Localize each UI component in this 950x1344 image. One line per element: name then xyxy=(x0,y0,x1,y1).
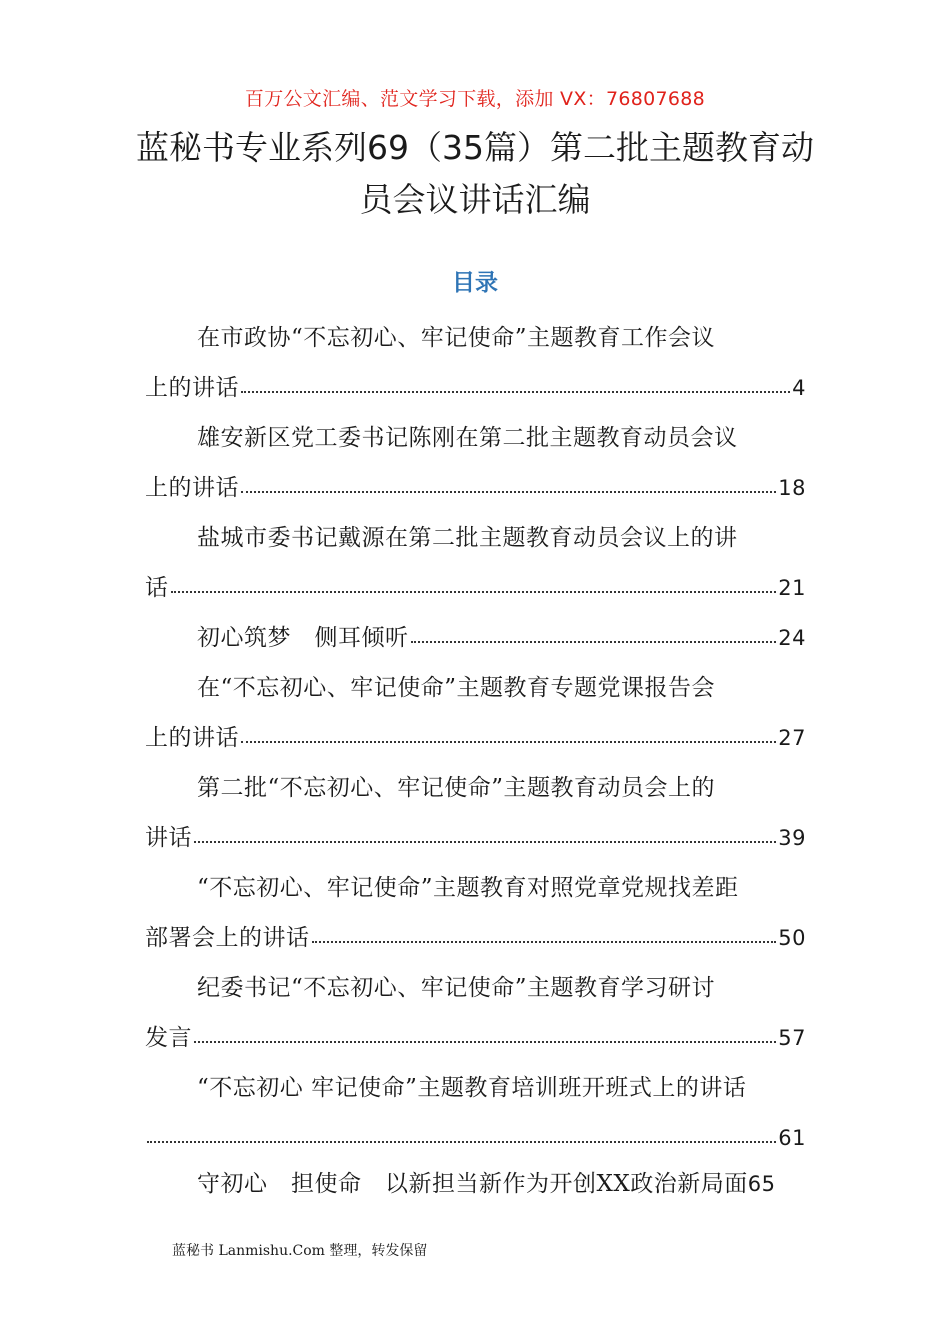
toc-entry-title[interactable]: 在市政协“不忘初心、牢记使命”主题教育工作会议 xyxy=(197,325,716,351)
toc-entry-continuation[interactable] xyxy=(145,470,806,506)
toc-entry-title-end: 上的讲话 xyxy=(145,375,239,401)
toc-entry-continuation[interactable] xyxy=(145,1120,806,1156)
toc-entry-title[interactable]: 纪委书记“不忘初心、牢记使命”主题教育学习研讨 xyxy=(197,975,716,1001)
toc-page-number: 27 xyxy=(778,726,806,750)
toc-heading: 目录 xyxy=(452,270,498,296)
toc-entry[interactable] xyxy=(145,620,806,656)
toc-page-number: 21 xyxy=(778,576,806,600)
toc-entry-title[interactable]: 盐城市委书记戴源在第二批主题教育动员会议上的讲 xyxy=(197,525,738,551)
toc-entry-continuation[interactable] xyxy=(145,370,806,406)
footer-note: 蓝秘书 Lanmishu.Com 整理，转发保留 xyxy=(172,1243,428,1259)
header-banner: 百万公文汇编、范文学习下载，添加 VX：76807688 xyxy=(244,88,706,110)
toc-page-number: 65 xyxy=(747,1172,776,1196)
toc-entry-continuation[interactable] xyxy=(145,1020,806,1056)
toc-entry-title[interactable]: 第二批“不忘初心、牢记使命”主题教育动员会上的 xyxy=(197,775,716,801)
toc-entry-title[interactable]: 在“不忘初心、牢记使命”主题教育专题党课报告会 xyxy=(197,675,716,701)
toc-entry-title-end: 上的讲话 xyxy=(145,725,239,751)
dot-leader xyxy=(194,1041,776,1043)
toc-entry-title[interactable]: “不忘初心、牢记使命”主题教育对照党章党规找差距 xyxy=(197,875,739,901)
toc-entry-title-end: 部署会上的讲话 xyxy=(145,925,310,951)
page-title: 蓝秘书专业系列69（35篇）第二批主题教育动员会议讲话汇编 xyxy=(136,128,814,219)
dot-leader xyxy=(411,641,777,643)
toc-entry-continuation[interactable] xyxy=(145,920,806,956)
toc-page-number: 4 xyxy=(792,376,806,400)
toc-page-number: 39 xyxy=(778,826,806,850)
dot-leader xyxy=(241,491,776,493)
toc-entry-title-end: 发言 xyxy=(145,1025,192,1051)
toc-page-number: 18 xyxy=(778,476,806,500)
dot-leader xyxy=(312,941,777,943)
toc-entry-title: 初心筑梦 侧耳倾听 xyxy=(197,625,409,651)
toc-entry-title[interactable]: “不忘初心 牢记使命”主题教育培训班开班式上的讲话 xyxy=(197,1075,747,1101)
dot-leader xyxy=(194,841,776,843)
toc-entry-continuation[interactable] xyxy=(145,820,806,856)
toc-entry-continuation[interactable] xyxy=(145,570,806,606)
toc-entry-title: 守初心 担使命 以新担当新作为开创XX政治新局面 xyxy=(197,1171,748,1197)
toc-entry-title-end: 话 xyxy=(145,575,169,601)
toc-page-number: 61 xyxy=(778,1126,806,1150)
toc-entry-title-end: 讲话 xyxy=(145,825,192,851)
dot-leader xyxy=(171,591,777,593)
toc-page-number: 24 xyxy=(778,626,806,650)
toc-entry-continuation[interactable] xyxy=(145,720,806,756)
toc-page-number: 50 xyxy=(778,926,806,950)
dot-leader xyxy=(241,391,790,393)
toc-entry-title[interactable]: 雄安新区党工委书记陈刚在第二批主题教育动员会议 xyxy=(197,425,738,451)
toc-entry-title-end: 上的讲话 xyxy=(145,475,239,501)
toc-page-number: 57 xyxy=(778,1026,806,1050)
dot-leader xyxy=(241,741,776,743)
dot-leader xyxy=(147,1141,776,1143)
toc-entry[interactable] xyxy=(145,1166,806,1202)
